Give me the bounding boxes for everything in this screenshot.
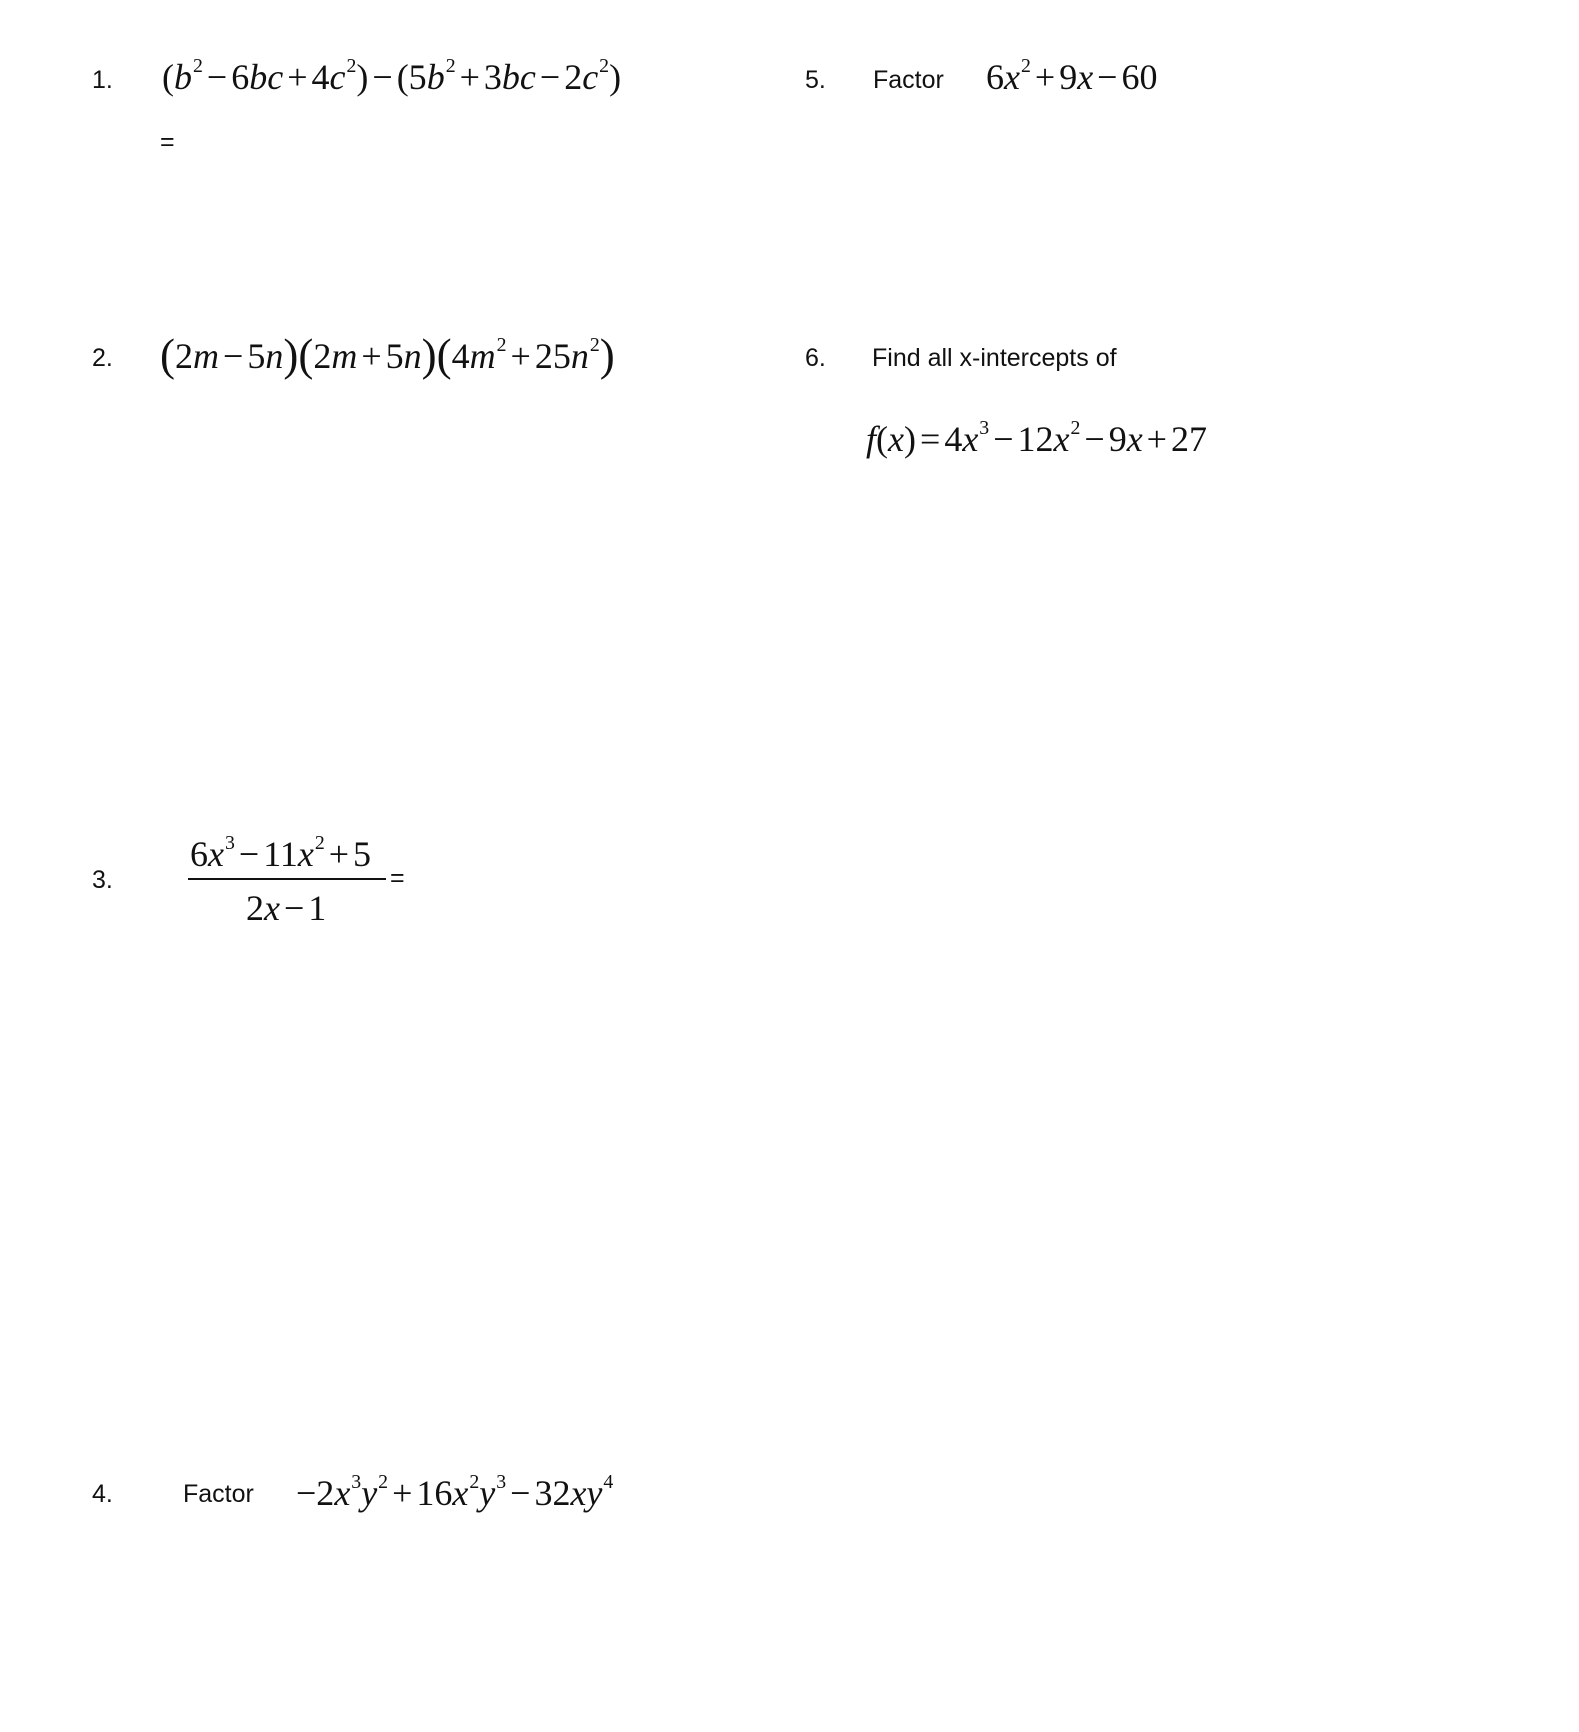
problem-2-expression: $(2m - 5n)(2m + 5n)(4m^2 + 25n^2)$: [160, 330, 615, 380]
problem-1-expression: $(b^2 - 6bc + 4c^2) - (5b^2 + 3bc - 2c^2)$: [162, 55, 622, 97]
problem-6-function: $f(x) = 4x^3 - 12x^2 - 9x + 27$: [866, 417, 1207, 459]
problem-3-equals: =: [390, 864, 405, 892]
problem-3-fraction: [188, 830, 388, 930]
problem-4-expression: $-2x^3y^2 + 16x^2y^3 - 32xy^4$: [296, 1471, 614, 1513]
problem-5-expression: $6x^2 + 9x - 60$: [986, 55, 1158, 97]
problem-6-label: Find all x-intercepts of: [872, 344, 1117, 372]
problem-6-number: 6.: [805, 344, 826, 372]
problem-3-fraction-bar: [188, 878, 386, 880]
problem-5-number: 5.: [805, 66, 826, 94]
problem-1-number: 1.: [92, 66, 113, 94]
problem-1-equals: =: [160, 128, 175, 156]
problem-3-numerator: $6x^3 - 11x^2 + 5$: [190, 832, 372, 874]
problem-4-label: Factor: [183, 1480, 254, 1508]
problem-3-number: 3.: [92, 866, 113, 894]
problem-4-number: 4.: [92, 1480, 113, 1508]
problem-5-label: Factor: [873, 66, 944, 94]
problem-3-denominator: 2x − 1: [246, 888, 327, 928]
problem-2-number: 2.: [92, 344, 113, 372]
